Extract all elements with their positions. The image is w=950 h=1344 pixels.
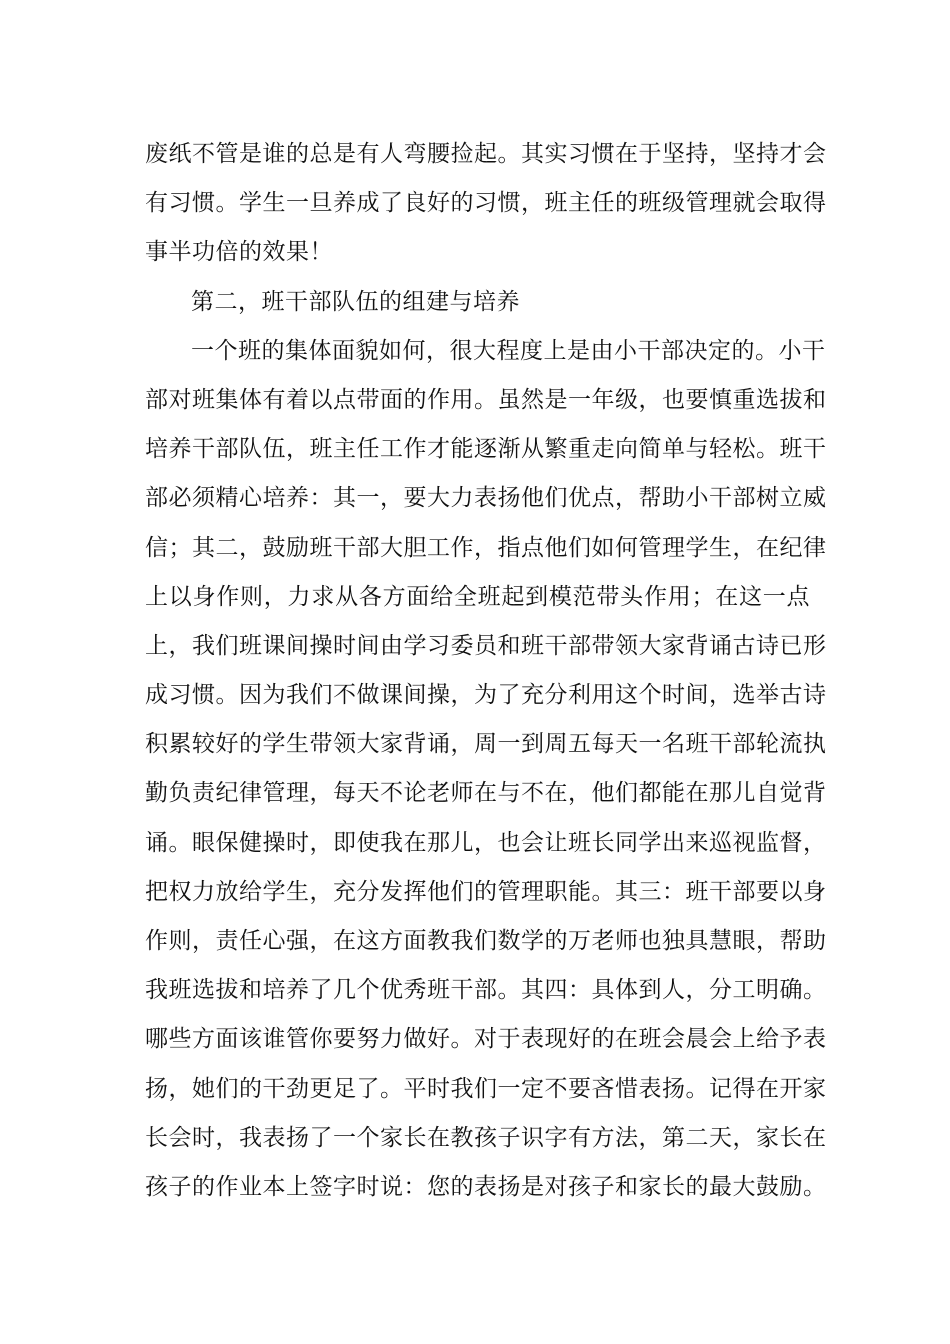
- text-line: 扬，她们的干劲更足了。平时我们一定不要吝惜表扬。记得在开家: [145, 1075, 827, 1102]
- text-line: 孩子的作业本上签字时说：您的表扬是对孩子和家长的最大鼓励。: [145, 1173, 827, 1200]
- body-text: [145, 130, 827, 1212]
- text-line: 把权力放给学生，充分发挥他们的管理职能。其三：班干部要以身: [145, 878, 827, 905]
- text-line: 培养干部队伍，班主任工作才能逐渐从繁重走向简单与轻松。班干: [145, 436, 827, 463]
- text-line: 上，我们班课间操时间由学习委员和班干部带领大家背诵古诗已形: [145, 632, 827, 659]
- text-line: 部必须精心培养：其一，要大力表扬他们优点，帮助小干部树立威: [145, 485, 827, 512]
- text-line: 作则，责任心强，在这方面教我们数学的万老师也独具慧眼，帮助: [145, 928, 827, 954]
- text-line: 长会时，我表扬了一个家长在教孩子识字有方法，第二天，家长在: [145, 1124, 827, 1151]
- text-line: 勤负责纪律管理，每天不论老师在与不在，他们都能在那儿自觉背: [145, 780, 827, 807]
- text-line: 废纸不管是谁的总是有人弯腰捡起。其实习惯在于坚持，坚持才会: [145, 141, 827, 167]
- text-line: 事半功倍的效果！: [145, 239, 333, 266]
- text-line: 一个班的集体面貌如何，很大程度上是由小干部决定的。小干: [191, 337, 826, 364]
- text-line: 诵。眼保健操时，即使我在那儿，也会让班长同学出来巡视监督，: [145, 829, 827, 856]
- text-line: 部对班集体有着以点带面的作用。虽然是一年级，也要慎重选拔和: [145, 386, 827, 413]
- text-line: 我班选拔和培养了几个优秀班干部。其四：具体到人，分工明确。: [145, 977, 827, 1004]
- text-line: 有习惯。学生一旦养成了良好的习惯，班主任的班级管理就会取得: [145, 190, 827, 217]
- text-line: 第二，班干部队伍的组建与培养: [191, 288, 520, 315]
- text-line: 成习惯。因为我们不做课间操，为了充分利用这个时间，选举古诗: [145, 682, 827, 709]
- text-line: 积累较好的学生带领大家背诵，周一到周五每天一名班干部轮流执: [145, 731, 827, 758]
- text-line: 上以身作则，力求从各方面给全班起到模范带头作用；在这一点: [145, 583, 810, 610]
- text-line: 哪些方面该谁管你要努力做好。对于表现好的在班会晨会上给予表: [145, 1026, 827, 1053]
- text-line: 信；其二，鼓励班干部大胆工作，指点他们如何管理学生，在纪律: [145, 534, 827, 561]
